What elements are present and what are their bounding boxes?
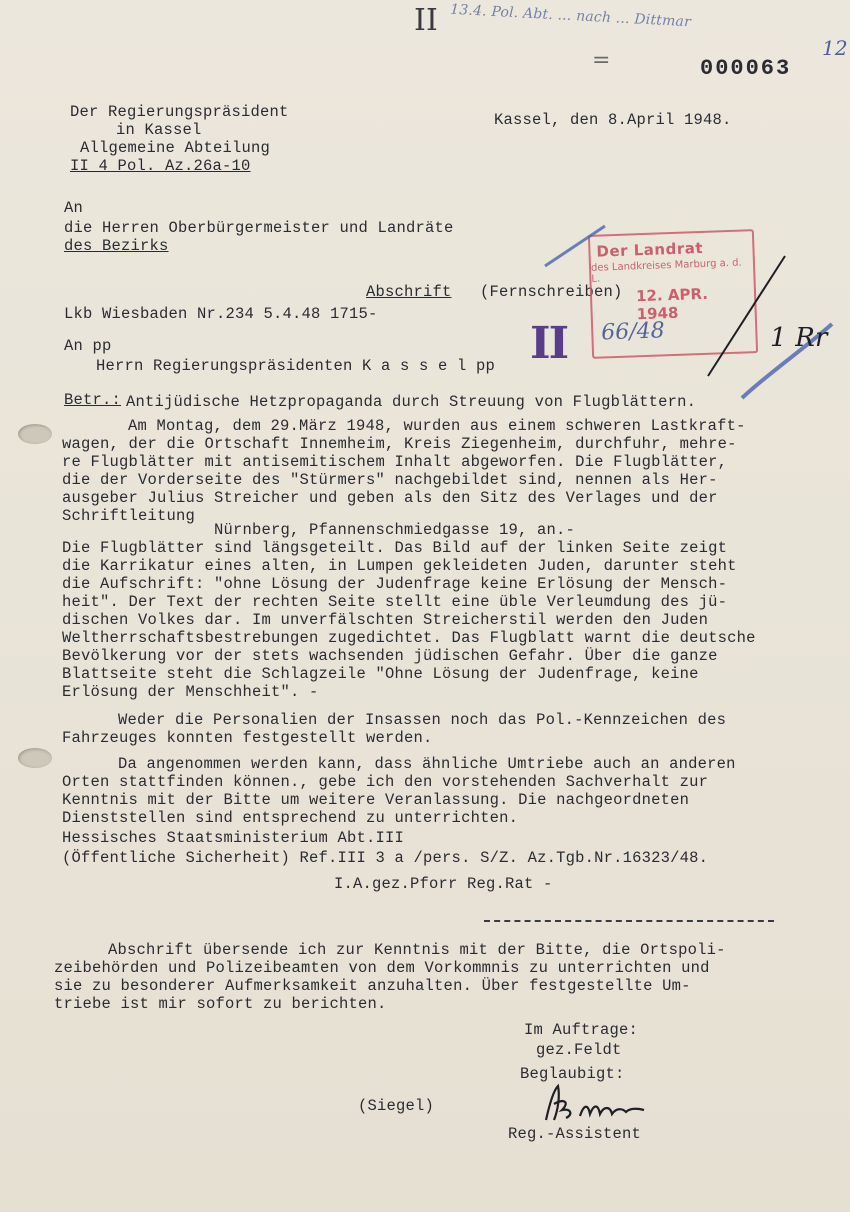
body-line: Weder die Personalien der Insassen noch das Pol.-Kennzeichen des [118, 711, 727, 729]
addressee: Herrn Regierungspräsidenten K a s s e l pp [96, 357, 496, 375]
mark-ii: II [414, 3, 439, 38]
pencil-strokes [0, 0, 850, 420]
body-line: Erlösung der Menschheit". - [62, 683, 319, 701]
body-line: Orten stattfinden können., gebe ich den vorstehenden Sachverhalt zur [62, 773, 709, 791]
body-line: ausgeber Julius Streicher und geben als den Sitz des Verlages und der [62, 489, 718, 507]
closing-line: sie zu besonderer Aufmerksamkeit anzuhalten. Über festgestellte Um- [54, 977, 691, 995]
body-line: Weltherrschaftsbestrebungen zugedichtet. Das Flugblatt warnt die deutsche [62, 629, 756, 647]
gez-feldt: gez.Feldt [536, 1041, 622, 1059]
sender-line-2: in Kassel [116, 121, 202, 139]
separator-line [484, 920, 774, 922]
ministry-line-2: (Öffentliche Sicherheit) Ref.III 3 a /pers. S/Z. Az.Tgb.Nr.16323/48. [62, 849, 709, 867]
body-line: Kenntnis mit der Bitte um weitere Veranlassung. Die nachgeordneten [62, 791, 690, 809]
copy-type: (Fernschreiben) [480, 283, 623, 301]
subject-text: Antijüdische Hetzpropaganda durch Streuung von Flugblättern. [126, 393, 697, 411]
body-line: Fahrzeuges konnten festgestellt werden. [62, 729, 433, 747]
stamp-title: Der Landrat [596, 238, 704, 261]
telex-line: Lkb Wiesbaden Nr.234 5.4.48 1715- [64, 305, 378, 323]
ministry-signed: I.A.gez.Pforr Reg.Rat - [334, 875, 553, 893]
seal-label: (Siegel) [358, 1097, 435, 1115]
punch-hole-top [18, 424, 52, 444]
body-line: heit". Der Text der rechten Seite stellt eine üble Verleumdung des jü- [62, 593, 728, 611]
roman-numeral-stamp: II [530, 318, 568, 369]
sender-line-4: II 4 Pol. Az.26a-10 [70, 157, 251, 175]
closing-line: Abschrift übersende ich zur Kenntnis mit der Bitte, die Ortspoli- [108, 941, 726, 959]
body-line: Die Flugblätter sind längsgeteilt. Das Bild auf der linken Seite zeigt [62, 539, 728, 557]
body-line: die Aufschrift: "ohne Lösung der Judenfrage keine Erlösung der Mensch- [62, 575, 728, 593]
document-number: 000063 [700, 56, 792, 81]
body-line: die Karrikatur eines alten, in Lumpen gekleideten Juden, darunter steht [62, 557, 737, 575]
beglaubigt: Beglaubigt: [520, 1065, 625, 1083]
closing-line: triebe ist mir sofort zu berichten. [54, 995, 387, 1013]
body-line: Bevölkerung vor der stets wachsenden jüdischen Gefahr. Über die ganze [62, 647, 718, 665]
pencil-mark: = [592, 48, 611, 73]
copy-label: Abschrift [366, 283, 452, 301]
recipient-line-1: die Herren Oberbürgermeister und Landräte [64, 219, 454, 237]
subject-label: Betr.: [64, 391, 122, 409]
recipient-prefix: An [64, 199, 84, 217]
stamp-subtitle: des Landkreises Marburg a. d. L. [590, 257, 742, 285]
closing-line: zeibehörden und Polizeibeamten von dem Vorkommnis zu unterrichten und [54, 959, 710, 977]
body-line: die der Vorderseite des "Stürmers" nachgebildet sind, nennen als Her- [62, 471, 718, 489]
body-line: Schriftleitung [62, 507, 196, 525]
place-date: Kassel, den 8.April 1948. [494, 111, 732, 129]
top-handwritten-note: 13.4. Pol. Abt. ... nach ... Dittmar [449, 1, 692, 31]
im-auftrage: Im Auftrage: [524, 1021, 639, 1039]
reg-assistent: Reg.-Assistent [508, 1125, 642, 1143]
body-line: dischen Volkes dar. Im unverfälschten Streicherstil werden den Juden [62, 611, 709, 629]
sender-line-3: Allgemeine Abteilung [80, 139, 271, 157]
body-line: Blattseite steht die Schlagzeile "Ohne Lösung der Judenfrage, keine [62, 665, 699, 683]
body-line: Da angenommen werden kann, dass ähnliche Umtriebe auch an anderen [118, 755, 736, 773]
body-line: Am Montag, dem 29.März 1948, wurden aus einem schweren Lastkraft- [128, 417, 746, 435]
ministry-line-1: Hessisches Staatsministerium Abt.III [62, 829, 405, 847]
recipient-line-2: des Bezirks [64, 237, 169, 255]
body-line: wagen, der die Ortschaft Innemheim, Kreis Ziegenheim, durchfuhr, mehre- [62, 435, 737, 453]
sender-line-1: Der Regierungspräsident [70, 103, 289, 121]
stamp-number: 66/48 [600, 318, 666, 346]
an-pp: An pp [64, 337, 112, 355]
body-line: re Flugblätter mit antisemitischem Inhalt abgeworfen. Die Flugblätter, [62, 453, 728, 471]
punch-hole-bottom [18, 748, 52, 768]
publisher-address: Nürnberg, Pfannenschmiedgasse 19, an.- [214, 521, 576, 539]
body-line: Dienststellen sind entsprechend zu unterrichten. [62, 809, 519, 827]
margin-mark: 12 [822, 36, 848, 60]
paraph: 1 Rr [770, 323, 828, 353]
stamp-date: 12. APR. 1948 [635, 284, 709, 324]
